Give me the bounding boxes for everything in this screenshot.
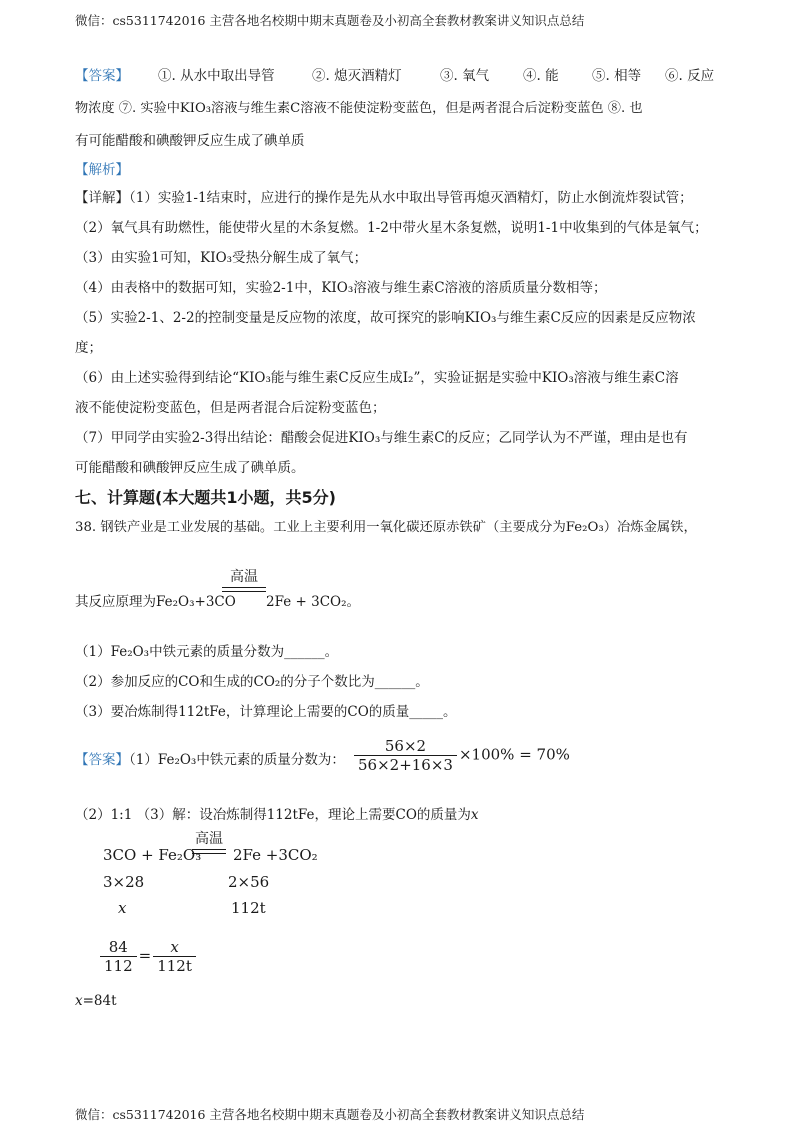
q37-answer-item-2: ②. 熄灭酒精灯 [312,68,402,84]
reaction-condition: 高温 [222,566,266,592]
proportion: $\frac{84}{112}$ = $\frac{x}{112t}$ [98,938,198,975]
q38-sub2: （2）参加反应的CO和生成的CO₂的分子个数比为______。 [75,674,429,690]
q38-stem-line2-left: 其反应原理为Fe₂O₃+3CO [75,594,236,610]
equation-mass-left: 3×28 [103,873,145,891]
detail-line-4: （4）由表格中的数据可知，实验2-1中，KIO₃溶液与维生素C溶液的溶质质量分数相等； [75,280,607,296]
q38-stem-line1: 38. 钢铁产业是工业发展的基础。工业上主要利用一氧化碳还原赤铁矿（主要成分为Fe₂O₃）冶炼金属铁， [75,520,697,535]
q37-answer-line1 [75,64,129,84]
detail-line-2: （2）氧气具有助燃性，能使带火星的木条复燃。1-2中带火星木条复燃，说明1-1中收集到的气体是氧气； [75,220,708,236]
page-footer: 微信：cs5311742016 主营各地名校期中期末真题卷及小初高全套教材教案讲义知识点总结 [75,1107,585,1122]
equation-right: 2Fe +3CO₂ [233,846,318,864]
q38-stem-line2-right: 2Fe + 3CO₂。 [266,594,360,610]
proportion-left: $\frac{84}{112}$ [100,938,137,975]
detail-line-1 [75,186,693,206]
q38-answer-1-text: （1）Fe₂O₃中铁元素的质量分数为： [129,752,345,768]
result-line: x=84t [75,993,117,1009]
detail-line-10: 可能醋酸和碘酸钾反应生成了碘单质。 [75,460,305,476]
q38-answer-1-label [75,748,345,768]
q37-answer-line3: 有可能醋酸和碘酸钾反应生成了碘单质 [75,133,305,149]
mass-fraction-formula [352,737,570,774]
detail-tag: 【详解】 [75,190,129,206]
detail-text-1: （1）实验1-1结束时，应进行的操作是先从水中取出导管再熄灭酒精灯，防止水倒流炸裂试管； [129,190,693,206]
detail-line-9: （7）甲同学由实验2-3得出结论：醋酸会促进KIO₃与维生素C的反应；乙同学认为不严谨，理由是也有 [75,430,688,446]
answer-tag: 【答案】 [75,68,129,84]
q37-answer-item-6: ⑥. 反应 [665,68,715,84]
equation-condition: 高温 [192,828,226,854]
q37-answer-item-1: ①. 从水中取出导管 [158,68,275,84]
section-title: 七、计算题(本大题共1小题，共5分) [75,488,336,507]
q37-answer-item-3: ③. 氧气 [440,68,490,84]
q37-answer-line2: 物浓度 ⑦. 实验中KIO₃溶液与维生素C溶液不能使淀粉变蓝色，但是两者混合后淀粉变蓝色 ⑧. 也 [75,101,643,116]
mass-fraction-result: ×100% = 70% [458,745,570,764]
equation-left: 3CO + Fe₂O₃ [103,846,202,864]
q37-answer-item-5: ⑤. 相等 [592,68,642,84]
analysis-tag: 【解析】 [75,162,129,178]
q38-sub1: （1）Fe₂O₃中铁元素的质量分数为______。 [75,644,339,660]
q38-sub3: （3）要冶炼制得112tFe，计算理论上需要的CO的质量_____。 [75,704,457,720]
detail-line-5: （5）实验2-1、2-2的控制变量是反应物的浓度，故可探究的影响KIO₃与维生素C反应的因素是反应物浓 [75,310,696,326]
equation-mass-right: 2×56 [228,873,270,891]
detail-line-3: （3）由实验1可知，KIO₃受热分解生成了氧气； [75,250,368,266]
mass-fraction: $\frac{56\times 2}{56\times 2+16\times 3}$ [354,737,457,774]
detail-line-6: 度； [75,340,102,356]
page-header: 微信：cs5311742016 主营各地名校期中期末真题卷及小初高全套教材教案讲义知识点总结 [75,13,585,28]
q38-answer-tag: 【答案】 [75,752,129,768]
detail-line-7: （6）由上述实验得到结论“KIO₃能与维生素C反应生成I₂”，实验证据是实验中KIO₃溶液与维生素C溶 [75,370,679,386]
q38-answer-2-3: （2）1:1 （3）解：设冶炼制得112tFe，理论上需要CO的质量为x [75,807,479,823]
proportion-right: $\frac{x}{112t}$ [153,938,196,975]
equation-unknown-left: x [118,899,127,917]
q37-answer-item-4: ④. 能 [523,68,559,84]
equation-unknown-right: 112t [231,899,266,917]
detail-line-8: 液不能使淀粉变蓝色，但是两者混合后淀粉变蓝色； [75,400,386,416]
